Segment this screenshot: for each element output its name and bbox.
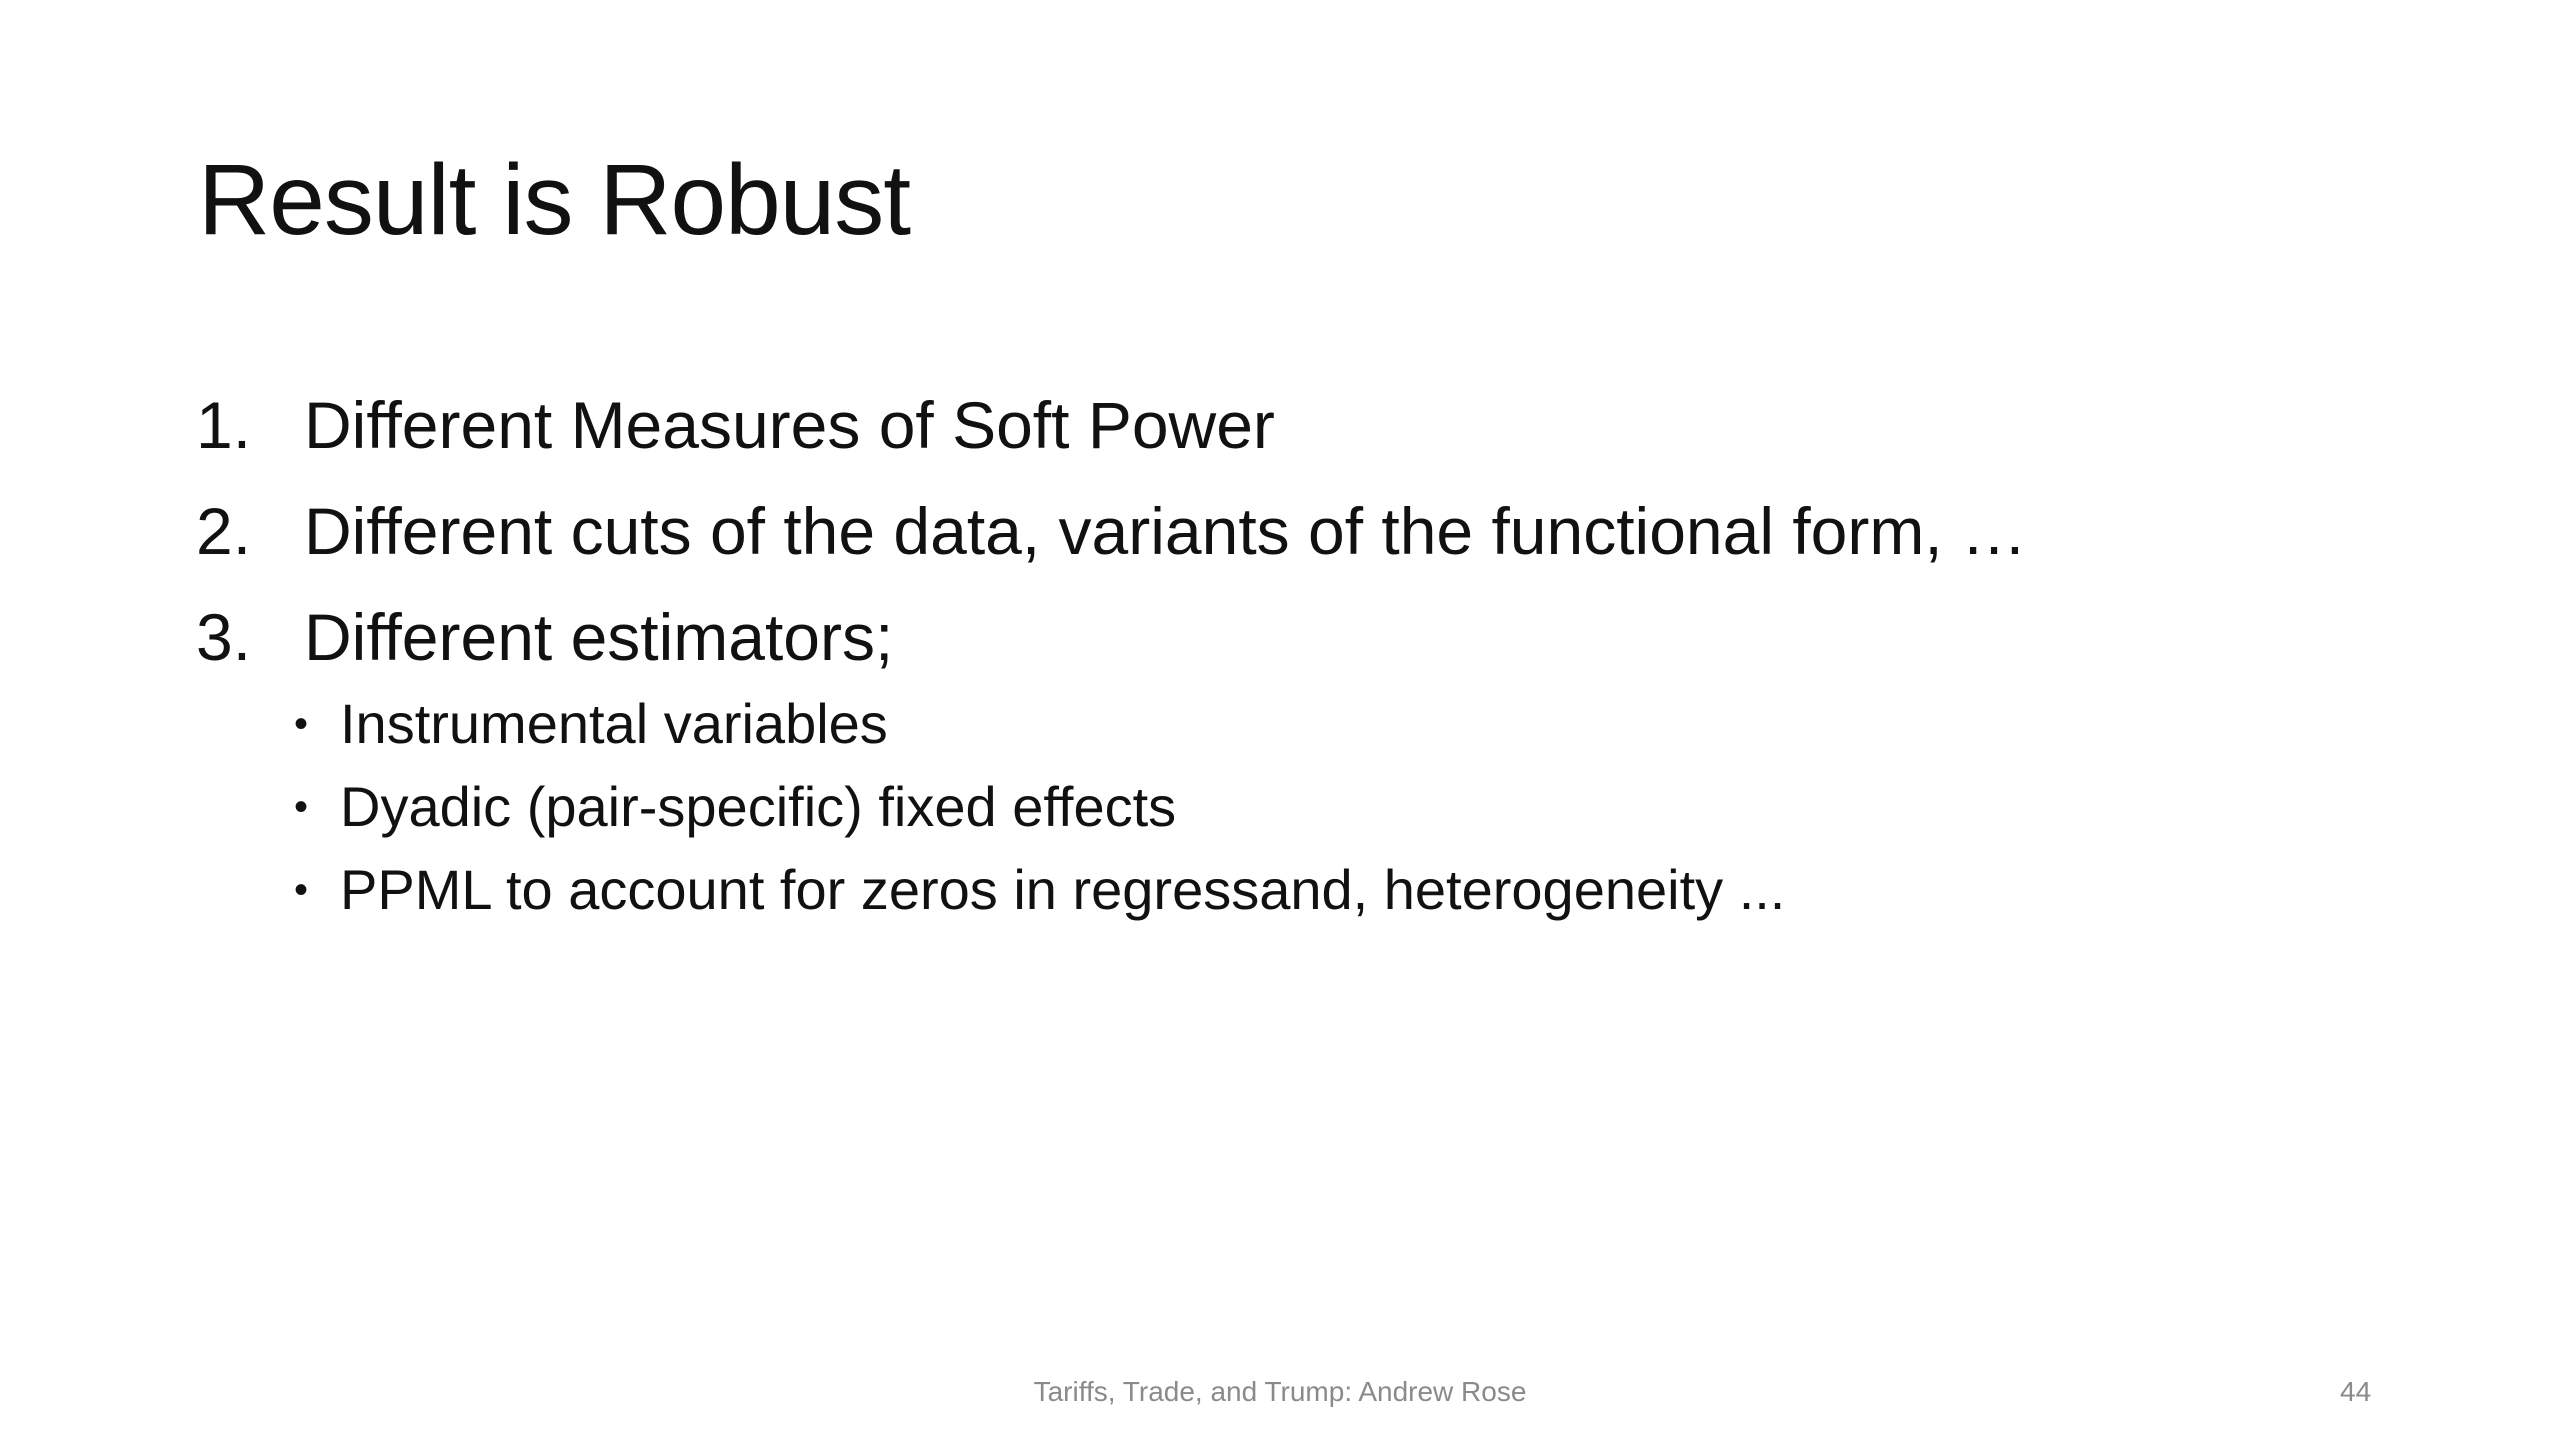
slide-footer: Tariffs, Trade, and Trump: Andrew Rose bbox=[1033, 1376, 1527, 1407]
sub-item-text: Instrumental variables bbox=[340, 692, 888, 755]
item-number: 3. bbox=[196, 600, 252, 674]
item-text: Different cuts of the data, variants of the functional form, … bbox=[304, 494, 2027, 568]
page-number: 44 bbox=[2340, 1376, 2372, 1407]
numbered-item-2 bbox=[196, 494, 2396, 568]
slide-title: Result is Robust bbox=[198, 144, 911, 256]
bullet-icon: • bbox=[294, 785, 309, 829]
sub-bullet-list bbox=[196, 692, 2396, 921]
sub-bullet-item-2 bbox=[294, 775, 2396, 838]
numbered-item-3 bbox=[196, 600, 2396, 674]
item-number: 2. bbox=[196, 494, 252, 568]
sub-bullet-item-3 bbox=[294, 858, 2396, 921]
item-text: Different Measures of Soft Power bbox=[304, 388, 1275, 462]
item-text: Different estimators; bbox=[304, 600, 894, 674]
numbered-item-1 bbox=[196, 388, 2396, 462]
sub-bullet-item-1 bbox=[294, 692, 2396, 755]
slide-body bbox=[196, 388, 2396, 945]
item-number: 1. bbox=[196, 388, 252, 462]
sub-item-text: Dyadic (pair-specific) fixed effects bbox=[340, 775, 1177, 838]
bullet-icon: • bbox=[294, 702, 309, 746]
bullet-icon: • bbox=[294, 868, 309, 912]
sub-item-text: PPML to account for zeros in regressand, heterogeneity ... bbox=[340, 858, 1786, 921]
